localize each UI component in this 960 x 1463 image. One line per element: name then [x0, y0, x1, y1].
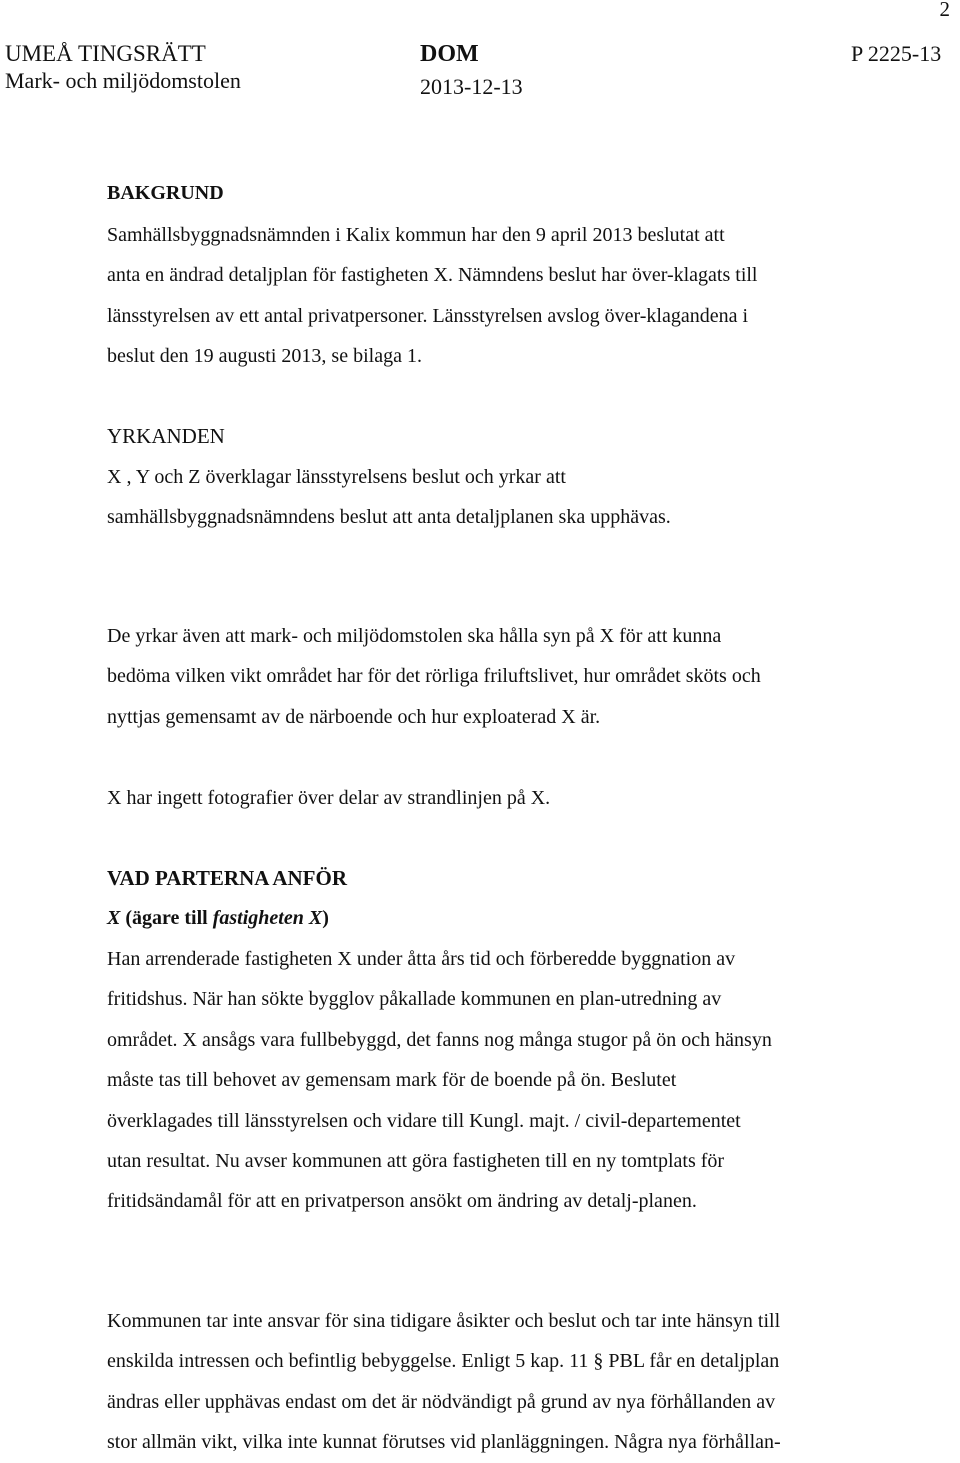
paragraph-yrkanden — [107, 457, 907, 538]
text-line: X har ingett fotografier över delar av strandlinjen på X. — [107, 787, 551, 809]
document-type: DOM — [420, 41, 479, 67]
text-line: De yrkar även att mark- och miljödomstolen ska hålla syn på X för att kunna — [107, 625, 722, 647]
subheading-party-x — [107, 903, 329, 933]
party-role: (ägare till — [120, 907, 213, 929]
text-line: Samhällsbyggnadsnämnden i Kalix kommun har den 9 april 2013 beslutat att — [107, 224, 725, 246]
text-line: nyttjas gemensamt av de närboende och hur exploaterad X är. — [107, 705, 601, 728]
paragraph-bakgrund — [107, 215, 907, 377]
text-line: X , Y och Z överklagar länsstyrelsens beslut och yrkar att — [107, 466, 566, 488]
page-number: 2 — [939, 0, 950, 21]
party-close: ) — [322, 907, 329, 929]
text-line: måste tas till behovet av gemensam mark för de boende på ön. Beslutet — [107, 1069, 677, 1092]
party-property: fastigheten X — [212, 907, 323, 929]
section-heading-yrkanden: YRKANDEN — [107, 424, 225, 448]
document-date: 2013-12-13 — [420, 74, 523, 99]
text-line: överklagades till länsstyrelsen och vidare till Kungl. majt. / civil-departementet — [107, 1109, 741, 1132]
section-heading-parterna: VAD PARTERNA ANFÖR — [107, 866, 348, 890]
text-line: beslut den 19 augusti 2013, se bilaga 1. — [107, 345, 422, 368]
text-line: anta en ändrad detaljplan för fastigheten X. Nämndens beslut har över-klagats till — [107, 264, 758, 287]
case-number: P 2225-13 — [851, 41, 942, 66]
text-line: fritidsändamål för att en privatperson ansökt om ändring av detalj-planen. — [107, 1190, 697, 1213]
text-line: samhällsbyggnadsnämndens beslut att anta detaljplanen ska upphävas. — [107, 506, 671, 529]
text-line: länsstyrelsen av ett antal privatpersoner. Länsstyrelsen avslog över-klagandena i — [107, 304, 749, 327]
paragraph-party-x — [107, 939, 907, 1222]
text-line: Han arrenderade fastigheten X under åtta års tid och förberedde byggnation av — [107, 948, 736, 970]
text-line: utan resultat. Nu avser kommunen att göra fastigheten till en ny tomtplats för — [107, 1150, 725, 1173]
paragraph-kommunen — [107, 1301, 907, 1463]
court-department: Mark- och miljödomstolen — [5, 68, 241, 93]
text-line: fritidshus. När han sökte bygglov påkallade kommunen en plan-utredning av — [107, 988, 722, 1011]
text-line: Kommunen tar inte ansvar för sina tidigare åsikter och beslut och tar inte hänsyn till — [107, 1310, 781, 1332]
text-line: området. X ansågs vara fullbebyggd, det fanns nog många stugor på ön och hänsyn — [107, 1028, 772, 1051]
paragraph-fotografier — [107, 778, 907, 818]
court-name: UMEÅ TINGSRÄTT — [5, 41, 206, 66]
paragraph-syn — [107, 616, 907, 737]
text-line: stor allmän vikt, vilka inte kunnat förutses vid planläggningen. Några nya förhållan- — [107, 1431, 781, 1454]
party-name: X — [107, 907, 121, 929]
text-line: ändras eller upphävas endast om det är nödvändigt på grund av nya förhållanden av — [107, 1390, 776, 1413]
text-line: enskilda intressen och befintlig bebyggelse. Enligt 5 kap. 11 § PBL får en detaljplan — [107, 1350, 780, 1373]
text-line: bedöma vilken vikt området har för det rörliga friluftslivet, hur området sköts och — [107, 665, 761, 688]
section-heading-bakgrund: BAKGRUND — [107, 182, 224, 204]
